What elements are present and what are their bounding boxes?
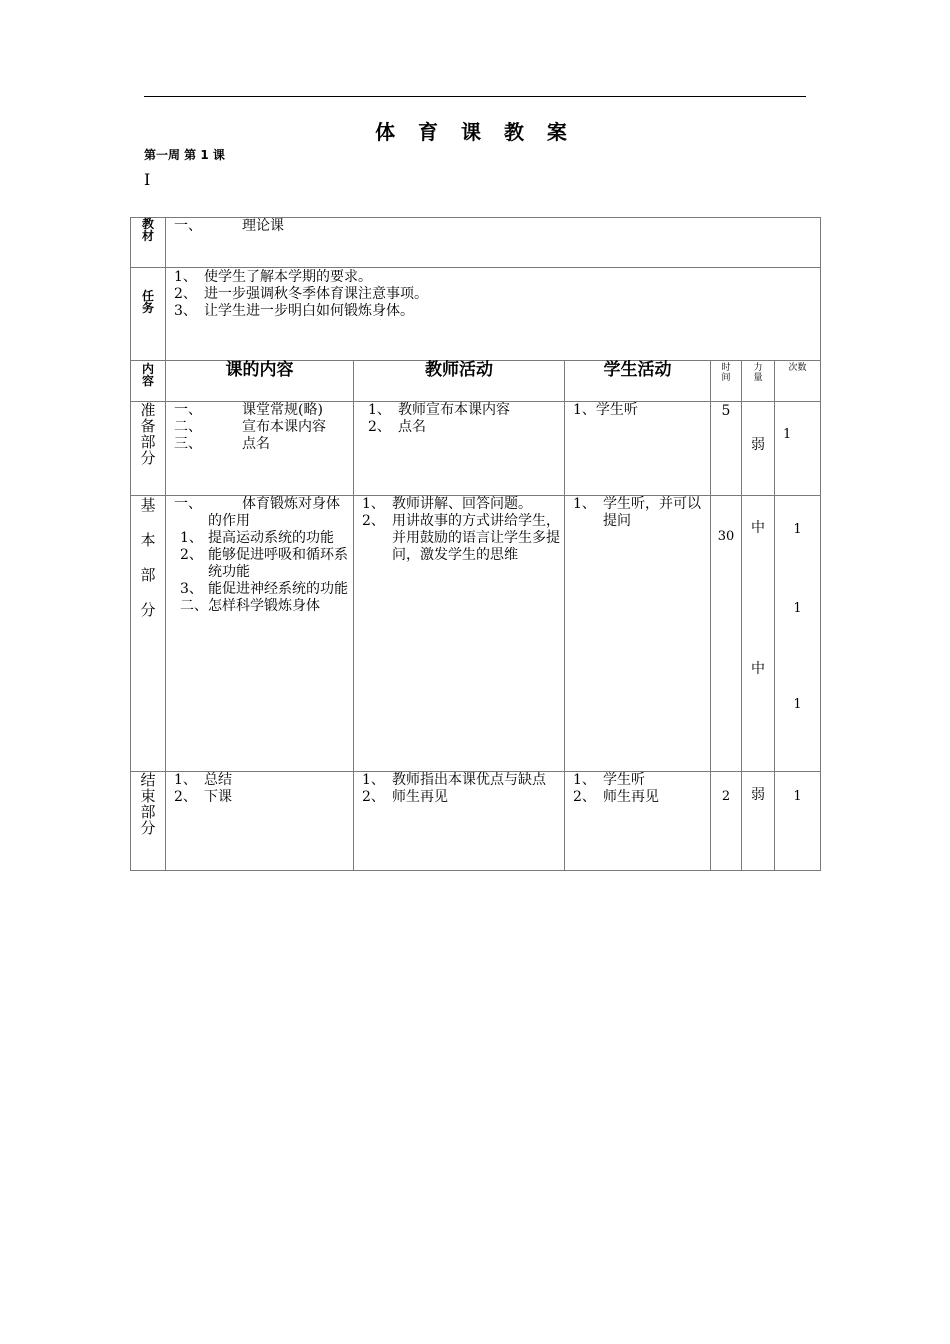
main-section [131,496,166,772]
prep-row [131,402,821,496]
main-count-value: 1 [793,522,802,537]
main-time-value: 30 [717,529,735,544]
prep-content-num: 二、 [174,419,202,435]
prep-time: 5 [711,402,742,496]
end-section-text: 结束部分 [140,771,156,837]
main-section-text: 基本部分 [140,496,156,619]
prep-intensity [742,402,775,496]
material-label-text: 教材 [141,217,154,243]
main-count [775,496,821,772]
main-count-value: 1 [793,697,802,712]
main-time [711,496,742,772]
main-intensity [742,496,775,772]
task-item-text: 让学生进一步明白如何锻炼身体。 [204,303,414,319]
header-teacher: 教师活动 [354,361,565,402]
prep-student-num: 1、 [573,402,596,418]
material-cell [166,218,821,268]
main-content-num: 一、 [174,496,202,512]
end-teacher [354,772,565,871]
end-count-value: 1 [793,789,802,804]
end-student-num: 2、 [573,789,596,805]
end-content [166,772,354,871]
end-teacher-text: 师生再见 [392,789,448,805]
prep-content-text: 点名 [242,436,270,452]
main-content-item [174,547,349,581]
main-content-num: 1、 [180,530,203,546]
main-student [565,496,711,772]
column-header-row [131,361,821,402]
header-content: 课的内容 [166,361,354,402]
header-student: 学生活动 [565,361,711,402]
task-item-num: 1、 [174,269,197,285]
main-student-num: 1、 [573,496,596,512]
header-section [131,361,166,402]
prep-intensity-value: 弱 [751,437,765,453]
lesson-subtitle: 第一周 第 1 课 [144,148,225,162]
end-time [711,772,742,871]
end-teacher-text: 教师指出本课优点与缺点 [392,772,546,788]
main-teacher-num: 1、 [362,496,385,512]
end-student [565,772,711,871]
prep-teacher-num: 2、 [368,419,391,435]
end-count [775,772,821,871]
main-content-text: 能促进神经系统的功能 [208,581,348,597]
prep-teacher-item [368,419,560,436]
main-teacher-item [362,513,560,564]
prep-student-item [573,402,706,419]
material-item-text: 理论课 [242,218,284,234]
prep-section-text: 准备部分 [140,401,156,467]
end-teacher-num: 2、 [362,789,385,805]
header-time-text: 时间 [721,363,731,383]
main-teacher-text: 用讲故事的方式讲给学生，并用鼓励的语言让学生多提问，激发学生的思维 [392,513,560,563]
prep-content-item [174,436,349,453]
prep-content-item [174,419,349,436]
prep-teacher-num: 1、 [368,402,391,418]
main-student-item [573,496,706,530]
header-intensity-text: 力量 [753,363,763,383]
task-row [131,268,821,361]
header-section-text: 内容 [141,362,154,388]
end-content-item [174,772,349,789]
end-student-text: 学生听 [603,772,645,788]
task-label-text: 任务 [141,289,154,315]
task-label [131,268,166,361]
end-teacher-num: 1、 [362,772,385,788]
task-item-text: 进一步强调秋冬季体育课注意事项。 [204,286,428,302]
main-content-text: 能够促进呼吸和循环系统功能 [208,547,348,580]
end-content-num: 2、 [174,789,197,805]
prep-content [166,402,354,496]
task-cell [166,268,821,361]
main-content-num: 2、 [180,547,203,563]
main-teacher-text: 教师讲解、回答问题。 [392,496,532,512]
task-item [174,303,820,320]
prep-teacher [354,402,565,496]
task-item-num: 2、 [174,286,197,302]
end-student-item [573,772,706,789]
main-student-text: 学生听，并可以提问 [603,496,701,529]
end-content-text: 下课 [204,789,232,805]
main-teacher-item [362,496,560,513]
text-cursor: I [144,170,151,189]
main-count-value: 1 [793,601,802,616]
page-title: 体 育 课 教 案 [375,120,575,144]
main-teacher [354,496,565,772]
material-item [174,218,820,235]
end-content-item [174,789,349,806]
end-time-value: 2 [721,789,731,804]
prep-content-num: 三、 [174,436,202,452]
end-student-item [573,789,706,806]
main-content-text: 提高运动系统的功能 [208,530,334,546]
main-intensity-value: 中 [751,520,765,536]
prep-content-num: 一、 [174,402,202,418]
end-student-text: 师生再见 [603,789,659,805]
main-content-num: 3、 [180,581,203,597]
main-content-num: 二、 [180,598,208,614]
main-content-item [174,581,349,598]
prep-section [131,402,166,496]
prep-content-item [174,402,349,419]
end-content-text: 总结 [204,772,232,788]
lesson-plan-table [130,217,821,871]
material-item-num: 一、 [174,218,202,234]
prep-content-text: 课堂常规(略) [242,402,323,418]
main-content-item [174,530,349,547]
prep-student [565,402,711,496]
end-row [131,772,821,871]
main-intensity-value: 中 [751,661,765,677]
end-teacher-item [362,789,560,806]
main-teacher-num: 2、 [362,513,385,529]
header-rule [144,96,806,97]
header-time [711,361,742,402]
end-section [131,772,166,871]
prep-student-text: 学生听 [595,402,638,418]
main-content-text: 体育锻炼对身体的作用 [208,496,340,529]
main-row [131,496,821,772]
end-intensity-value: 弱 [751,787,765,803]
prep-content-text: 宣布本课内容 [242,419,326,435]
prep-count-value: 1 [783,427,792,442]
main-content-text: 怎样科学锻炼身体 [208,598,320,614]
header-count: 次数 [775,361,821,402]
main-content-item [174,496,349,530]
end-student-num: 1、 [573,772,596,788]
material-row [131,218,821,268]
main-content [166,496,354,772]
prep-teacher-item [368,402,560,419]
material-label [131,218,166,268]
prep-count [775,402,821,496]
task-item [174,286,820,303]
prep-teacher-text: 点名 [398,419,426,435]
header-intensity [742,361,775,402]
main-content-item [174,598,349,615]
end-content-num: 1、 [174,772,197,788]
end-teacher-item [362,772,560,789]
task-item-num: 3、 [174,303,197,319]
task-item-text: 使学生了解本学期的要求。 [204,269,372,285]
task-item [174,269,820,286]
prep-teacher-text: 教师宣布本课内容 [398,402,510,418]
end-intensity [742,772,775,871]
